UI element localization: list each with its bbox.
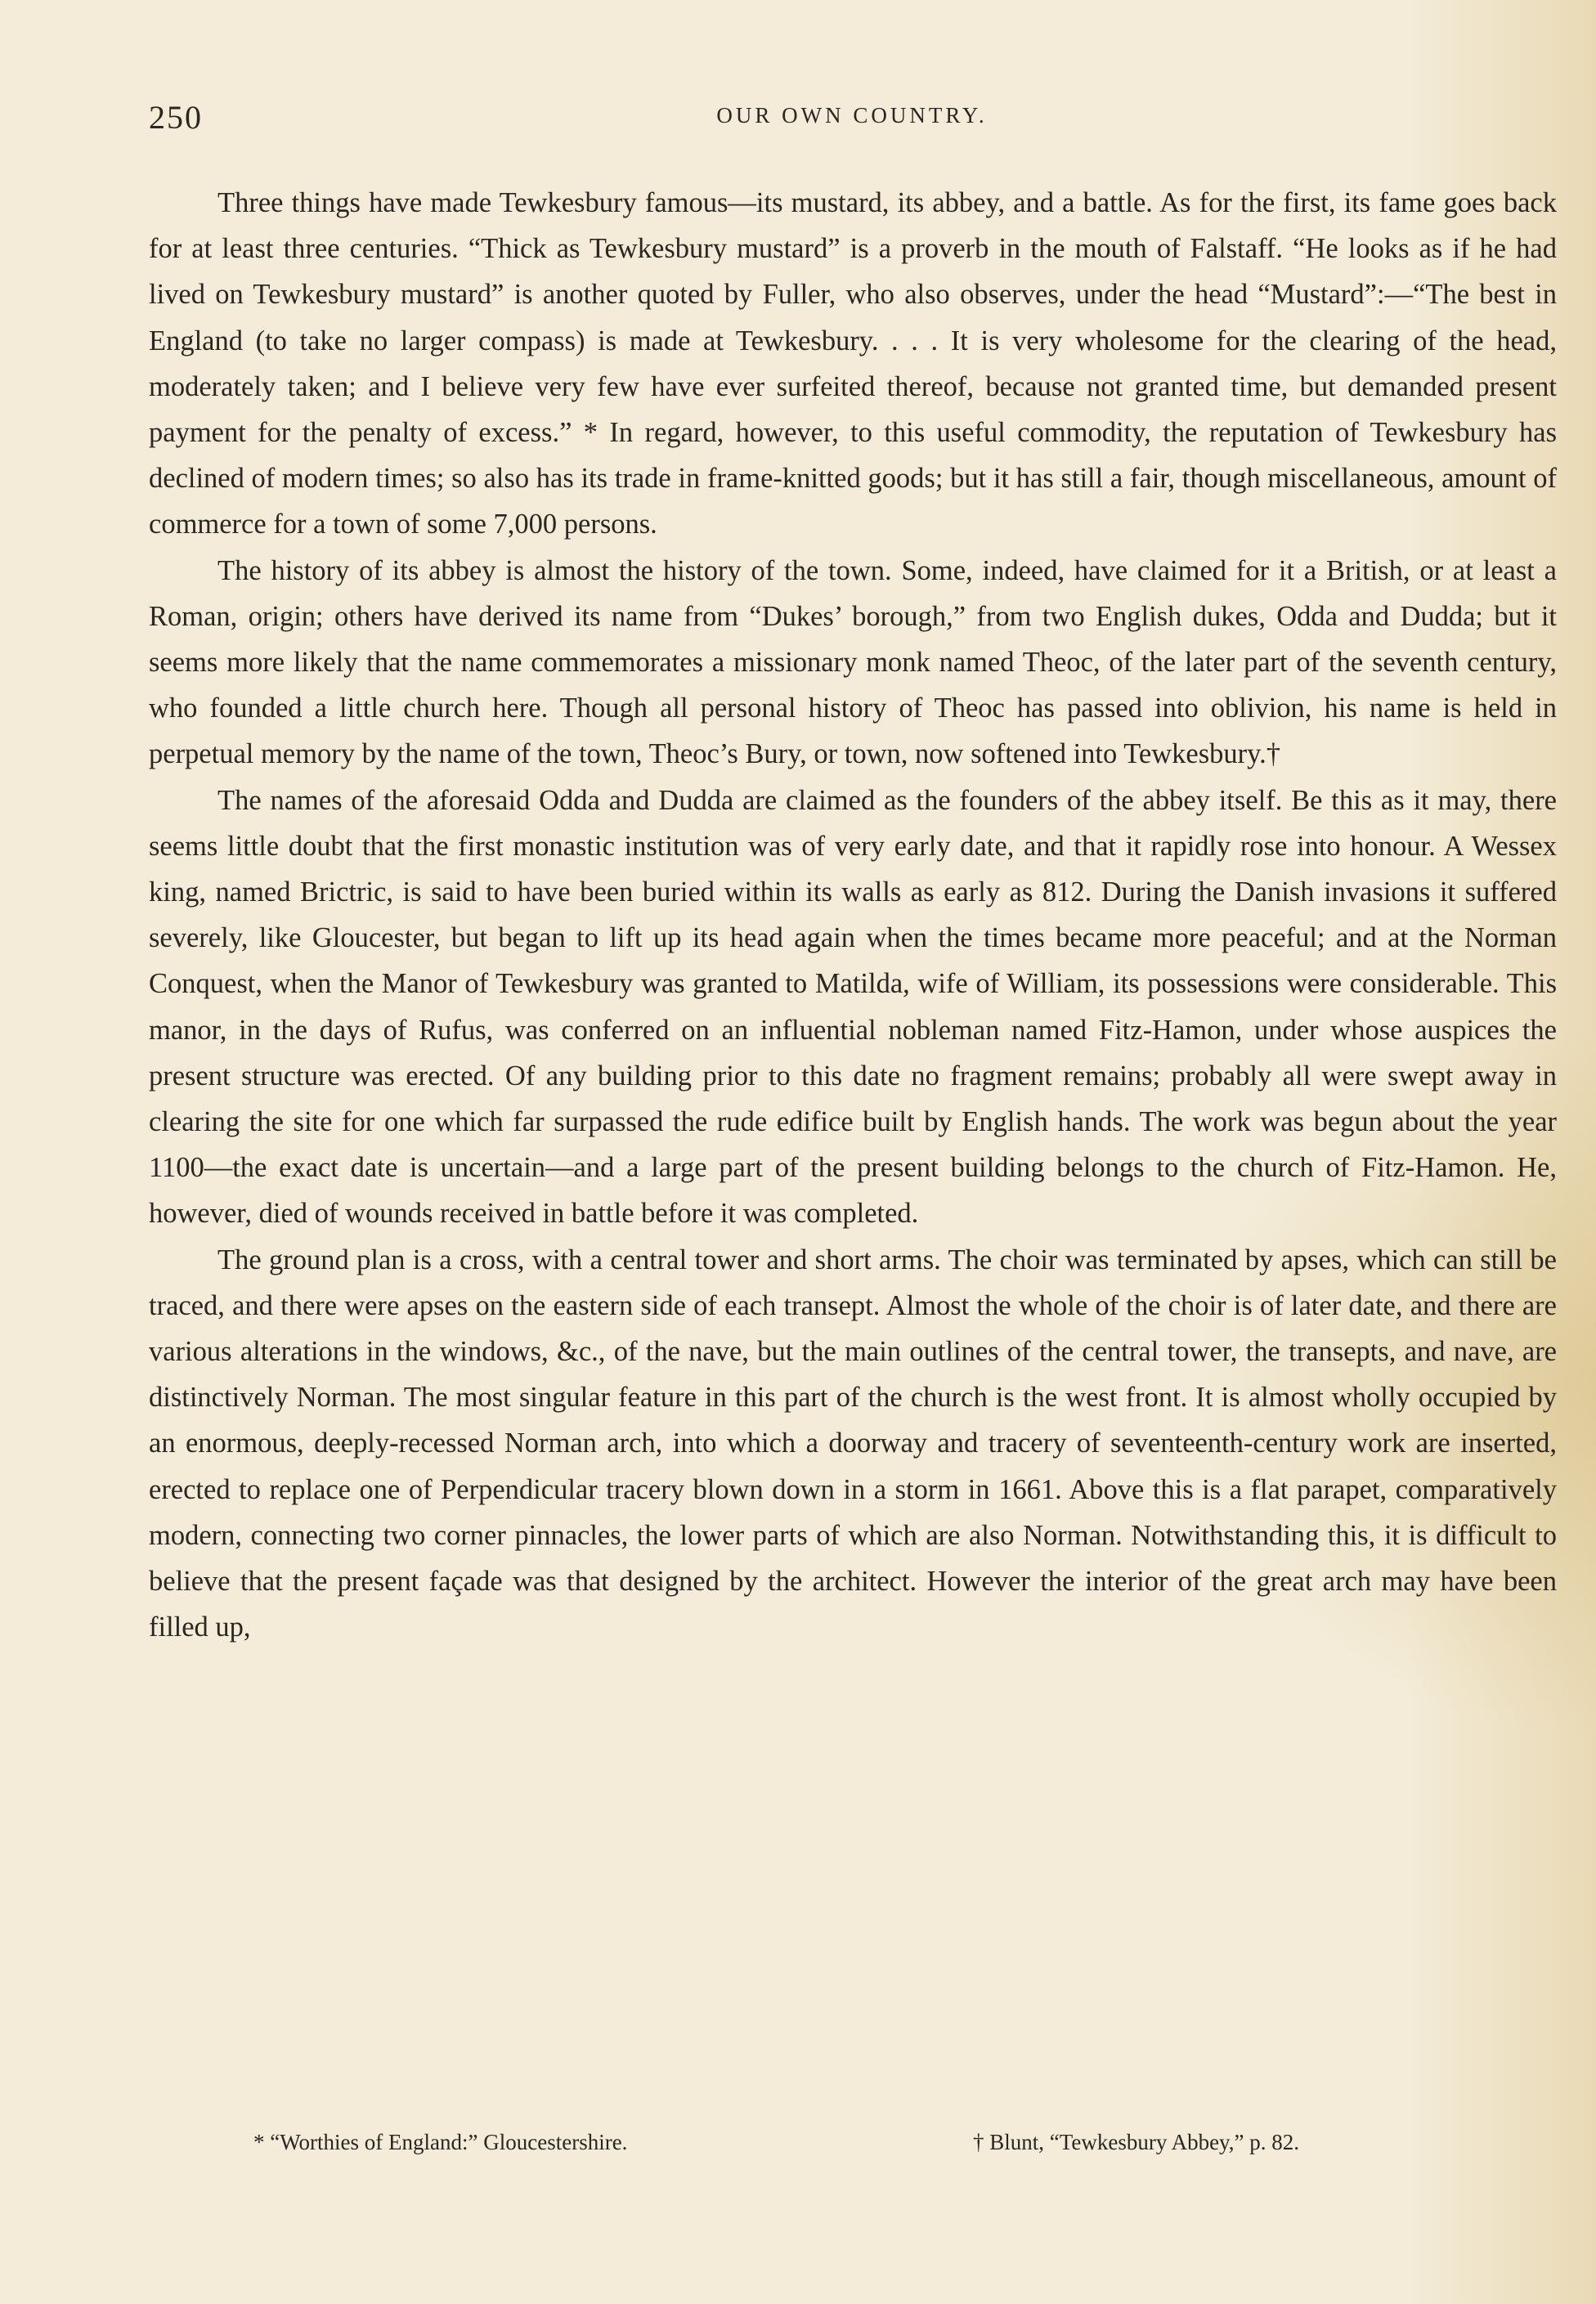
paragraph-mustard: Three things have made Tewkesbury famous—its mustard, its abbey, and a battle. As for the first, its fame goes back for at least three centuries. “Thick as Tewkesbury mustard” is a proverb in the mouth of Falstaff. “He looks as if he had lived on Tewkesbury mustard” is another quoted by Fuller, who also observes, under the head “Mustard”:—“The best in England (to take no larger compass) is made at Tewkesbury. . . . It is very wholesome for the clearing of the head, moderately taken; and I believe very few have ever surfeited thereof, because not granted time, but demanded present payment for the penalty of excess.” * In regard, however, to this useful commodity, the reputation of Tewkesbury has declined of modern times; so also has its trade in frame-knitted goods; but it has still a fair, though miscellaneous, amount of commerce for a town of some 7,000 persons. <box>149 187 1557 540</box>
paragraph-ground-plan: The ground plan is a cross, with a central tower and short arms. The choir was terminated by apses, which can still be traced, and there were apses on the eastern side of each transept. Almost the whole of the choir is of later date, and there are various alterations in the windows, &c., of the nave, but the main outlines of the central tower, the transepts, and nave, are distinctively Norman. The most singular feature in this part of the church is the west front. It is almost wholly occupied by an enormous, deeply-recessed Norman arch, into which a doorway and tracery of seventeenth-century work are inserted, erected to replace one of Perpendicular tracery blown down in a storm in 1661. Above this is a flat parapet, comparatively modern, connecting two corner pinnacles, the lower parts of which are also Norman. Notwithstanding this, it is difficult to believe that the present façade was that designed by the architect. However the interior of the great arch may have been filled up, <box>149 1244 1557 1643</box>
page-number: 250 <box>149 99 203 136</box>
body-text <box>149 180 1557 1651</box>
paragraph-abbey-history: The history of its abbey is almost the history of the town. Some, indeed, have claimed for it a British, or at least a Roman, origin; others have derived its name from “Dukes’ borough,” from two English dukes, Odda and Dudda; but it seems more likely that the name commemorates a missionary monk named Theoc, of the later part of the seventh century, who founded a little church here. Though all personal history of Theoc has passed into oblivion, his name is held in perpetual memory by the name of the town, Theoc’s Bury, or town, now softened into Tewkesbury.† <box>149 554 1557 770</box>
paragraph-founders: The names of the aforesaid Odda and Dudda are claimed as the founders of the abbey itself. Be this as it may, there seems little doubt that the first monastic institution was of very early date, and that it rapidly rose into honour. A Wessex king, named Brictric, is said to have been buried within its walls as early as 812. During the Danish invasions it suffered severely, like Gloucester, but began to lift up its head again when the times became more peaceful; and at the Norman Conquest, when the Manor of Tewkesbury was granted to Matilda, wife of William, its possessions were considerable. This manor, in the days of Rufus, was conferred on an influential nobleman named Fitz-Hamon, under whose auspices the present structure was erected. Of any building prior to this date no fragment remains; probably all were swept away in clearing the site for one which far surpassed the rude edifice built by English hands. The work was begun about the year 1100—the exact date is uncertain—and a large part of the present building belongs to the church of Fitz-Hamon. He, however, died of wounds received in battle before it was completed. <box>149 784 1557 1230</box>
footnotes <box>253 2130 1464 2171</box>
running-title: OUR OWN COUNTRY. <box>716 103 988 128</box>
running-head <box>149 98 1555 147</box>
footnote-asterisk: * “Worthies of England:” Gloucestershire. <box>253 2130 628 2154</box>
footnote-dagger: † Blunt, “Tewkesbury Abbey,” p. 82. <box>973 2130 1300 2154</box>
